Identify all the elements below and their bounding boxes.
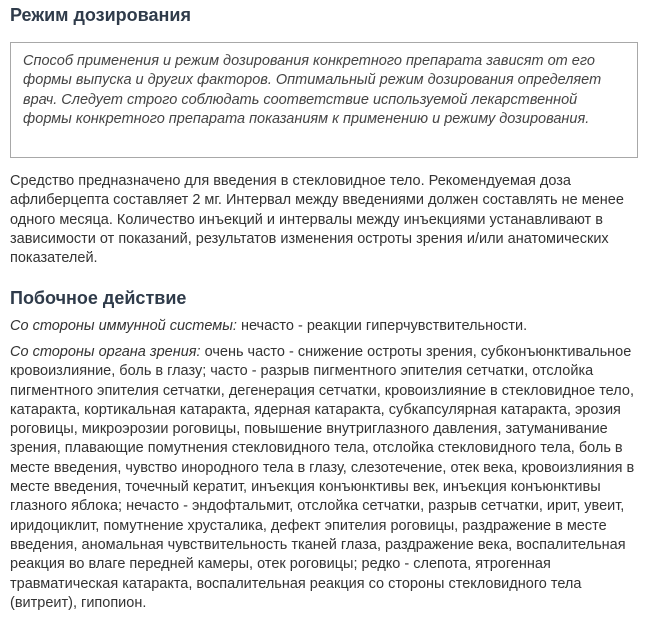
side-effects-immune <box>10 317 640 336</box>
immune-system-text: нечасто - реакции гиперчувствительности. <box>236 318 528 334</box>
eye-text: очень часто - снижение остроты зрения, субконъюнктивальное кровоизлияние, боль в глазу; часто - разрыв пигментного эпителия сетчатки, отслойка пигментного эпителия сетчатки, дегенерация сетчатки, кровоизлияние в стекловидное тело, катаракта, кортикальная катаракта, ядерная катаракта, субкапсулярная катаракта, эрозия роговицы, микроэрозии роговицы, повышение внутриглазного давления, затуманивание зрения, плавающие помутнения стекловидного тела, отслойка стекловидного тела, боль в месте введения, чувство инородного тела в глазу, слезотечение, отек века, кровоизлияния в месте введения, точечный кератит, инъекция конъюнктивы век, инъекция конъюнктивы глазного яблока; нечасто - эндофтальмит, отслойка сетчатки, разрыв сетчатки, ирит, увеит, иридоциклит, помутнение хрусталика, дефект эпителия роговицы, раздражение в месте введения, аномальная чувствительность тканей глаза, раздражение века, воспалительная реакция во влаге передней камеры, отек роговицы; редко - слепота, ятрогенная травматическая катаракта, воспалительная реакция со стороны стекловидного тела (витреит), гипопион. <box>10 344 635 611</box>
eye-lead: Со стороны органа зрения: <box>10 344 201 360</box>
side-effects-eye <box>10 343 640 613</box>
immune-system-lead: Со стороны иммунной системы: <box>10 318 237 334</box>
side-effects-section-title: Побочное действие <box>10 288 187 308</box>
dosing-disclaimer-text: Способ применения и режим дозирования конкретного препарата зависят от его формы выпуска и других факторов. Оптимальный режим дозирования определяет врач. Следует строго соблюдать соответствие используемой лекарственной формы конкретного препарата показаниям к применению и режиму дозирования. <box>23 53 602 128</box>
dosing-text: Средство предназначено для введения в стекловидное тело. Рекомендуемая доза афлиберцепта составляет 2 мг. Интервал между введениями должен составлять не менее одного месяца. Количество инъекций и интервалы между инъекциями устанавливают в зависимости от показаний, результатов изменения остроты зрения и/или анатомических показателей. <box>10 173 624 267</box>
dosing-disclaimer-box <box>10 42 638 158</box>
dosing-section-title: Режим дозирования <box>10 5 191 25</box>
